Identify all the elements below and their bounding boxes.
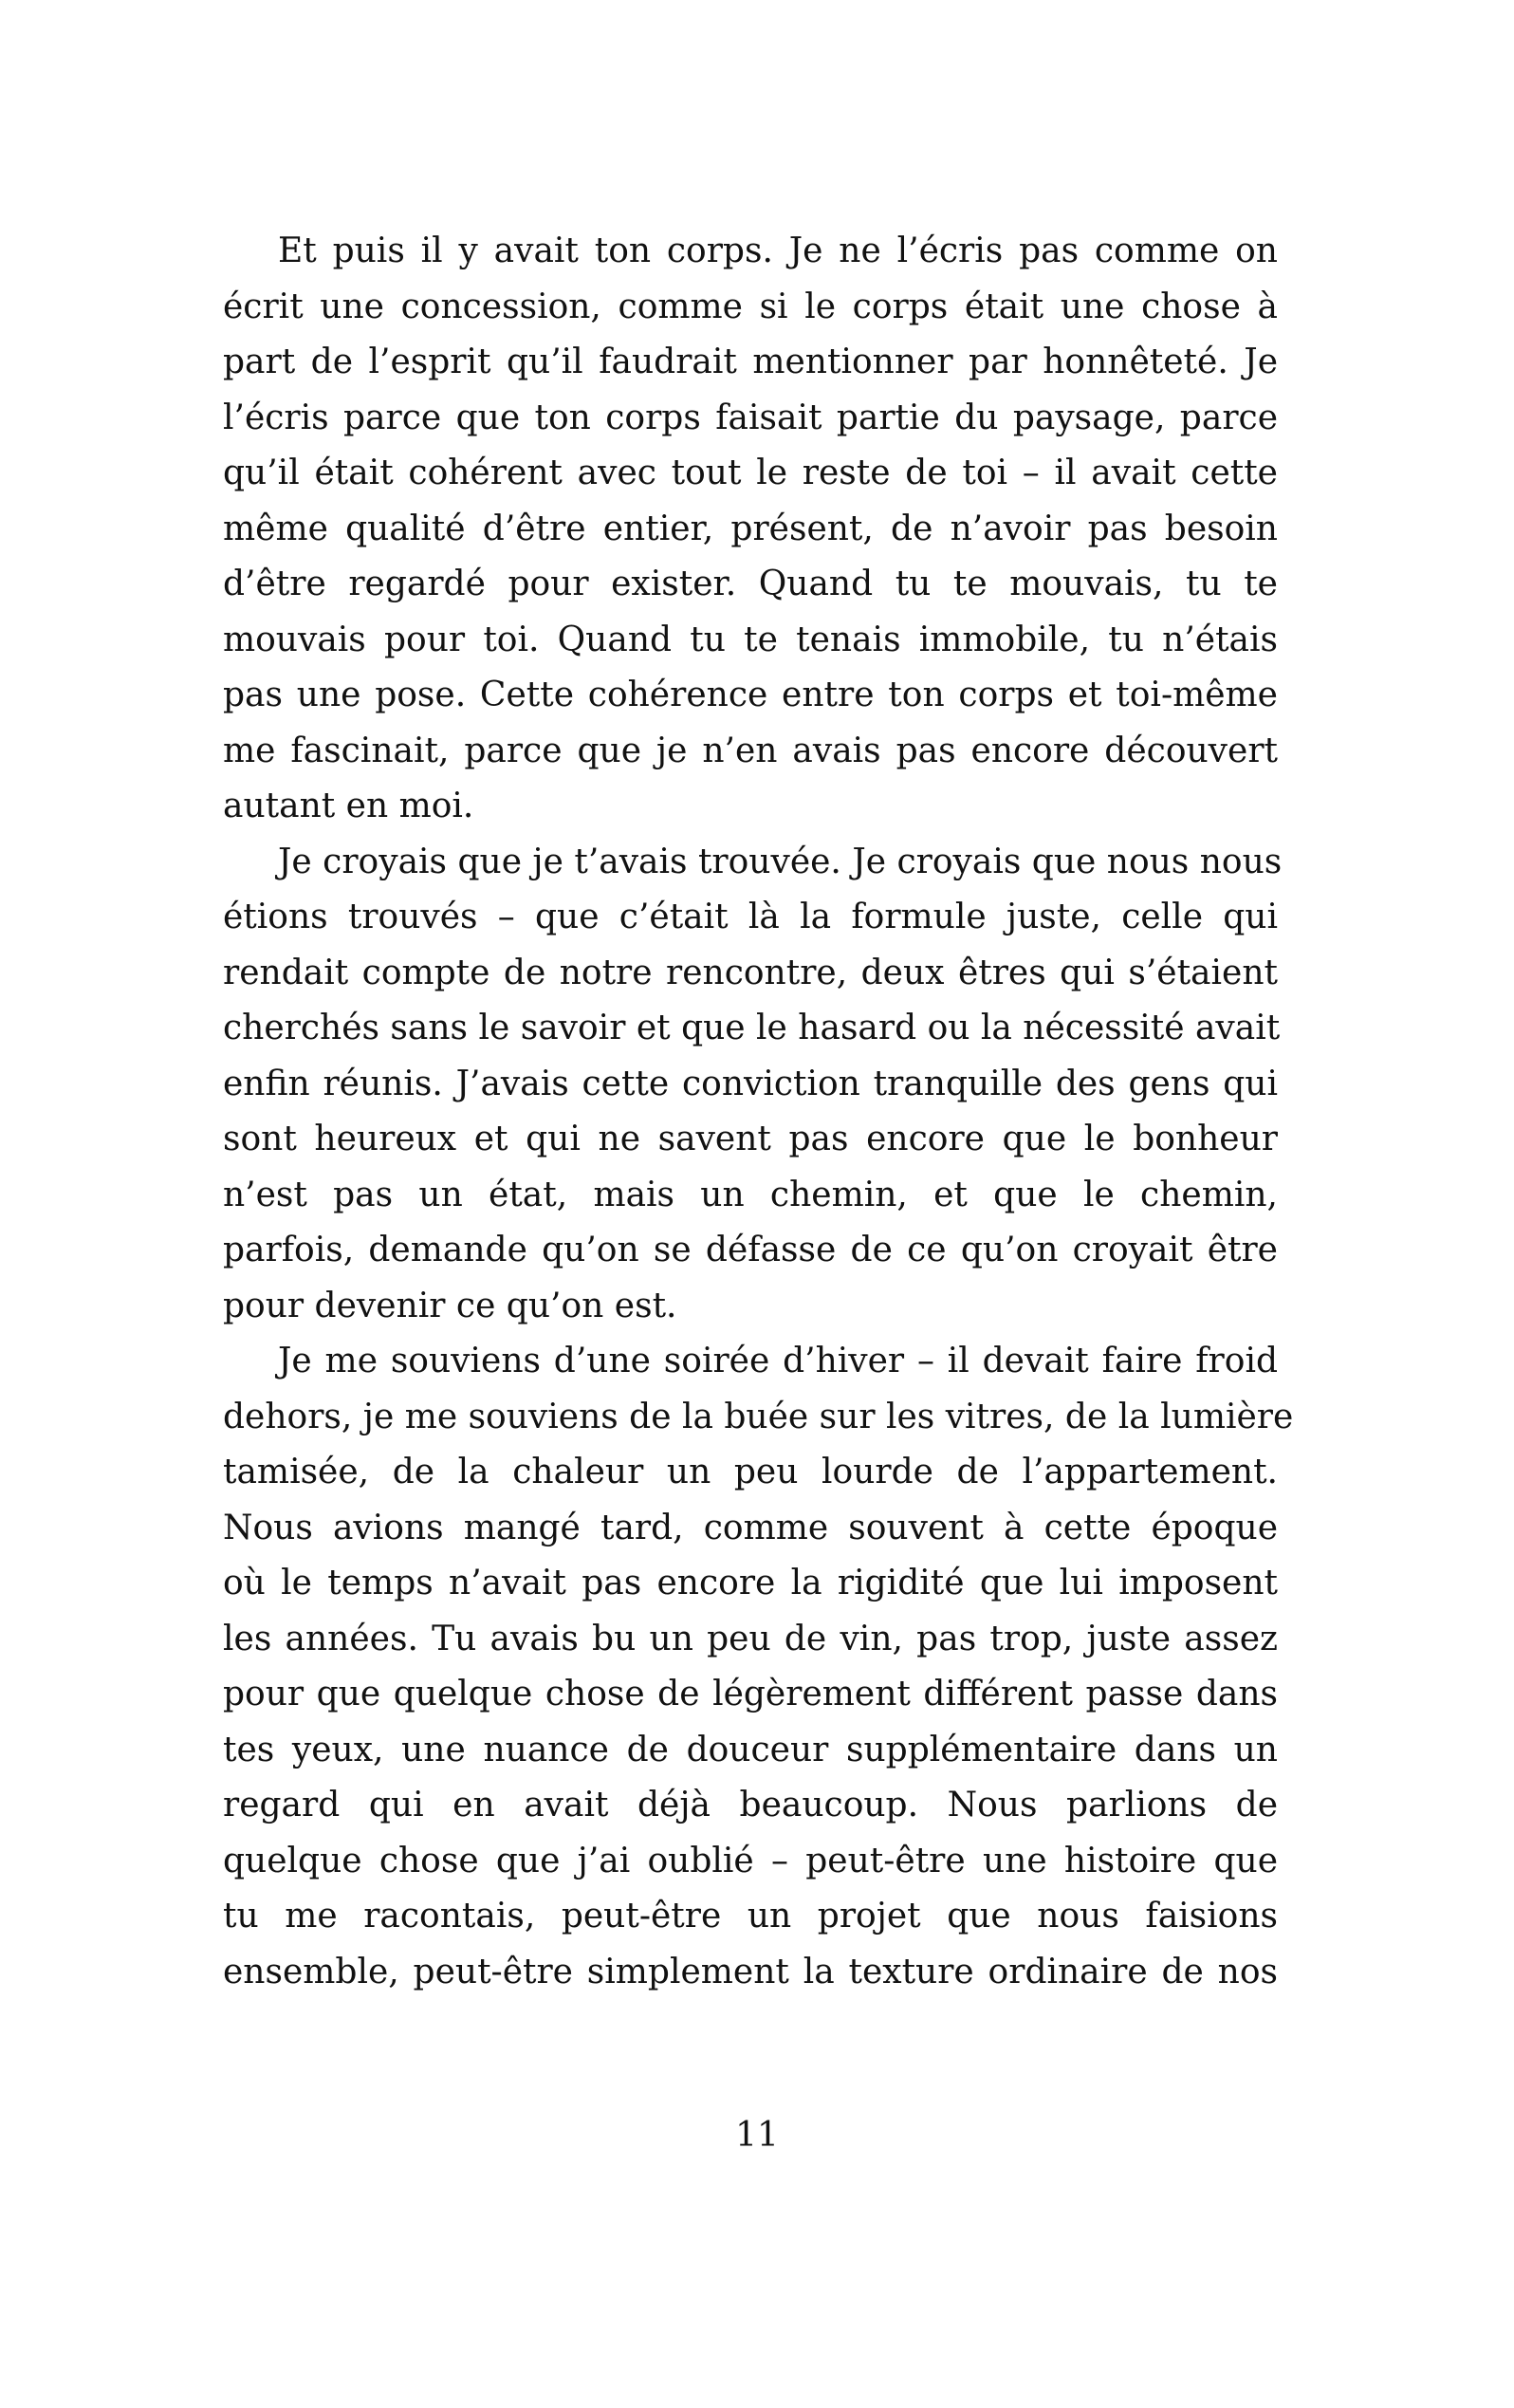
text-line: Je me souviens d’une soirée d’hiver – il devait faire froid — [278, 1342, 1278, 1380]
text-line: mouvais pour toi. Quand tu te tenais immobile, tu n’étais — [223, 620, 1278, 659]
text-line: regard qui en avait déjà beaucoup. Nous parlions de — [223, 1786, 1278, 1825]
text-line: écrit une concession, comme si le corps était une chose à — [223, 287, 1278, 326]
text-line: Nous avions mangé tard, comme souvent à cette époque — [223, 1508, 1278, 1547]
text-line: étions trouvés – que c’était là la formule juste, celle qui — [223, 898, 1278, 936]
text-line: tes yeux, une nuance de douceur supplémentaire dans un — [223, 1730, 1278, 1769]
text-line: pas une pose. Cette cohérence entre ton corps et toi-même — [223, 676, 1278, 714]
text-line: dehors, je me souviens de la buée sur les vitres, de la lumière — [223, 1397, 1294, 1436]
paragraph-1 — [223, 224, 1278, 835]
text-line: n’est pas un état, mais un chemin, et que le chemin, — [223, 1175, 1278, 1214]
page-number: 11 — [735, 2116, 779, 2155]
text-line: ensemble, peut-être simplement la texture ordinaire de nos — [223, 1952, 1278, 1991]
text-line: parfois, demande qu’on se défasse de ce qu’on croyait être — [223, 1231, 1278, 1269]
text-line: où le temps n’avait pas encore la rigidité que lui imposent — [223, 1564, 1278, 1602]
text-line: tu me racontais, peut-être un projet que nous faisions — [223, 1897, 1278, 1936]
text-line: pour que quelque chose de légèrement différent passe dans — [223, 1675, 1278, 1713]
text-line: Et puis il y avait ton corps. Je ne l’écris pas comme on — [278, 232, 1278, 270]
text-line: pour devenir ce qu’on est. — [223, 1286, 677, 1325]
text-line: enfin réunis. J’avais cette conviction tranquille des gens qui — [223, 1064, 1278, 1103]
body-text — [223, 224, 1294, 2000]
text-line: me fascinait, parce que je n’en avais pas encore découvert — [223, 731, 1278, 770]
text-line: d’être regardé pour exister. Quand tu te mouvais, tu te — [223, 565, 1278, 603]
text-line: même qualité d’être entier, présent, de n’avoir pas besoin — [223, 509, 1278, 548]
text-line: rendait compte de notre rencontre, deux êtres qui s’étaient — [223, 953, 1278, 992]
text-line: l’écris parce que ton corps faisait partie du paysage, parce — [223, 398, 1278, 437]
paragraph-2 — [223, 835, 1283, 1335]
text-line: cherchés sans le savoir et que le hasard ou la nécessité avait — [223, 1009, 1281, 1047]
text-line: autant en moi. — [223, 787, 474, 825]
text-line: part de l’esprit qu’il faudrait mentionner par honnêteté. Je — [223, 343, 1278, 381]
text-line: quelque chose que j’ai oublié – peut-être une histoire que — [223, 1841, 1278, 1880]
text-line: les années. Tu avais bu un peu de vin, pas trop, juste assez — [223, 1619, 1278, 1658]
text-line: qu’il était cohérent avec tout le reste de toi – il avait cette — [223, 454, 1278, 492]
text-line: tamisée, de la chaleur un peu lourde de l’appartement. — [223, 1453, 1278, 1491]
text-line: Je croyais que je t’avais trouvée. Je croyais que nous nous — [278, 842, 1283, 881]
paragraph-3 — [223, 1334, 1294, 2000]
text-line: sont heureux et qui ne savent pas encore que le bonheur — [223, 1120, 1278, 1158]
